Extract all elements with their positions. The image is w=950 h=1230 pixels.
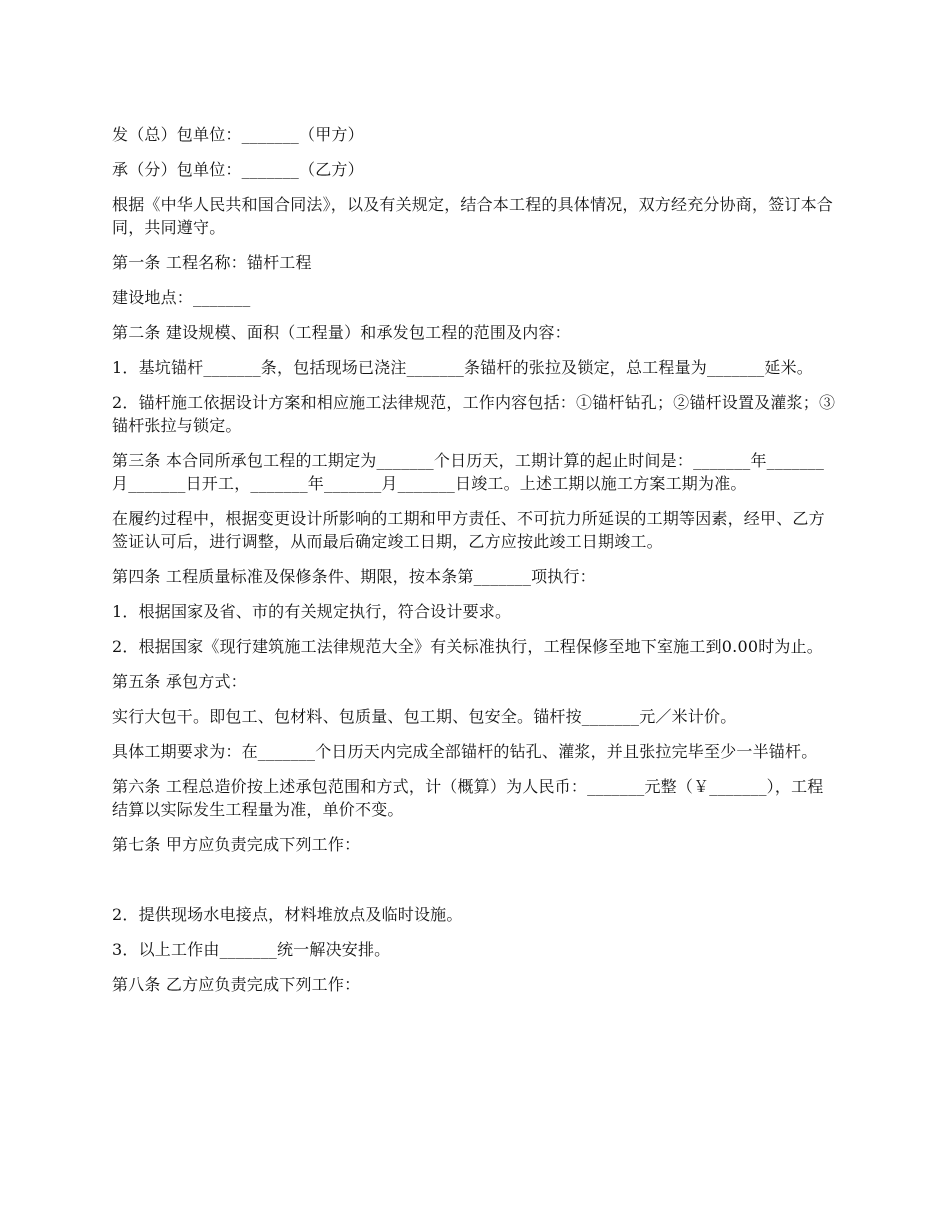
schedule-adjustment-paragraph: 在履约过程中，根据变更设计所影响的工期和甲方责任、不可抗力所延误的工期等因素，经甲、乙方签证认可后，进行调整，从而最后确定竣工日期，乙方应按此竣工日期竣工。 <box>112 509 825 551</box>
schedule-requirement-paragraph: 具体工期要求为：在_______个日历天内完成全部锚杆的钻孔、灌浆，并且张拉完毕至少一半锚杆。 <box>112 742 818 761</box>
article-7-item-2: 2．提供现场水电接点，材料堆放点及临时设施。 <box>112 905 463 924</box>
article-7-heading: 第七条 甲方应负责完成下列工作： <box>112 835 361 854</box>
party-a-line: 发（总）包单位：_______（甲方） <box>112 125 364 144</box>
article-2-heading: 第二条 建设规模、面积（工程量）和承发包工程的范围及内容： <box>112 323 571 342</box>
construction-site-line: 建设地点：_______ <box>112 288 251 307</box>
article-8-heading: 第八条 乙方应负责完成下列工作： <box>112 975 361 994</box>
article-5-heading: 第五条 承包方式： <box>112 672 247 691</box>
party-b-line: 承（分）包单位：_______（乙方） <box>112 160 364 179</box>
article-4-item-2: 2．根据国家《现行建筑施工法律规范大全》有关标准执行，工程保修至地下室施工到0.00时为止。 <box>112 637 824 656</box>
article-6-paragraph: 第六条 工程总造价按上述承包范围和方式，计（概算）为人民币：_______元整（￥_______），工程结算以实际发生工程量为准，单价不变。 <box>112 777 824 819</box>
article-4-heading: 第四条 工程质量标准及保修条件、期限，按本条第_______项执行： <box>112 567 596 586</box>
contract-document <box>112 123 838 1008</box>
article-2-item-2: 2．锚杆施工依据设计方案和相应施工法律规范，工作内容包括：①锚杆钻孔；②锚杆设置及灌浆；③锚杆张拉与锁定。 <box>112 393 836 435</box>
article-3-paragraph: 第三条 本合同所承包工程的工期定为_______个日历天，工期计算的起止时间是：_______年_______月_______日开工，_______年_______月_______日竣工。上述工期以施工方案工期为准。 <box>112 451 825 493</box>
article-7-item-3: 3．以上工作由_______统一解决安排。 <box>112 940 391 959</box>
contract-method-paragraph: 实行大包干。即包工、包材料、包质量、包工期、包安全。锚杆按_______元／米计价。 <box>112 707 737 726</box>
article-4-item-1: 1．根据国家及省、市的有关规定执行，符合设计要求。 <box>112 602 512 621</box>
article-1-heading: 第一条 工程名称：锚杆工程 <box>112 253 312 272</box>
blank-line <box>112 868 838 891</box>
article-2-item-1: 1．基坑锚杆_______条，包括现场已浇注_______条锚杆的张拉及锁定，总工程量为_______延米。 <box>112 358 813 377</box>
preamble-paragraph: 根据《中华人民共和国合同法》，以及有关规定，结合本工程的具体情况，双方经充分协商，签订本合同，共同遵守。 <box>112 195 834 237</box>
